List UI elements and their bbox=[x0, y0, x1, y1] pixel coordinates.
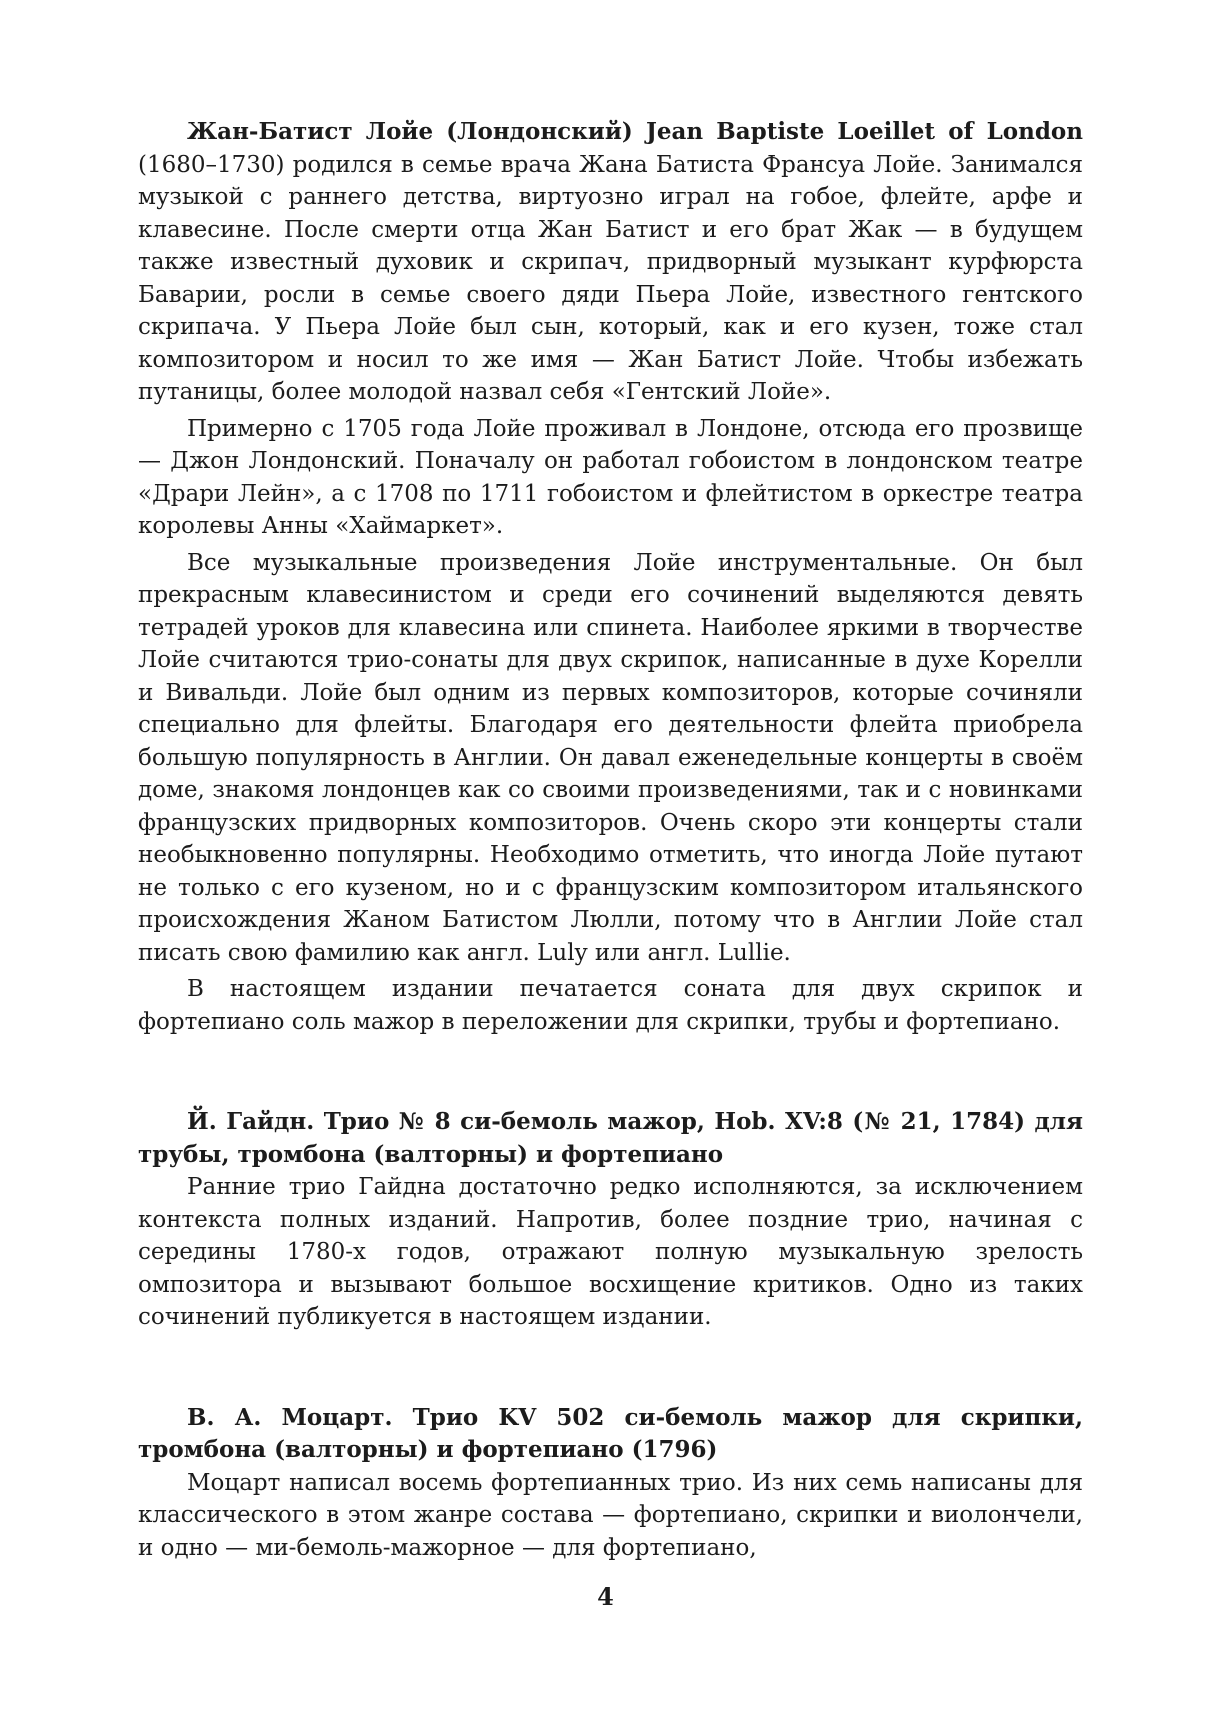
page-number: 4 bbox=[597, 1582, 614, 1611]
loeillet-edition-paragraph: В настоящем издании печатается соната для двух скрипок и фортепиано соль мажор в переложении для скрипки, трубы и фортепиано. bbox=[138, 976, 1083, 1035]
haydn-heading: Й. Гайдн. Трио № 8 си-бемоль мажор, Hob. XV:8 (№ 21, 1784) для трубы, тромбона (валторны) и фортепиано bbox=[138, 1108, 1083, 1168]
loeillet-intro-paragraph bbox=[138, 116, 1083, 409]
loeillet-works-paragraph: Все музыкальные произведения Лойе инструментальные. Он был прекрасным клавесинистом и среди его сочинений выделяются девять тетрадей уроков для клавесина или спинета. Наиболее яркими в творчестве Лойе считаются трио-сонаты для двух скрипок, написанные в духе Корелли и Вивальди. Лойе был одним из первых композиторов, которые сочиняли специально для флейты. Благодаря его деятельности флейта приобрела большую популярность в Англии. Он давал еженедельные концерты в своём доме, знакомя лондонцев как со своими произведениями, так и с новинками французских придворных композиторов. Очень скоро эти концерты стали необыкновенно популярны. Необходимо отметить, что иногда Лойе путают не только с его кузеном, но и с французским композитором итальянского происхождения Жаном Батистом Люлли, потому что в Англии Лойе стал писать свою фамилию как англ. Luly или англ. Lullie. bbox=[138, 549, 1083, 966]
loeillet-london-paragraph: Примерно с 1705 года Лойе проживал в Лондоне, отсюда его прозвище — Джон Лондонский. Поначалу он работал гобоистом в лондонском театре «Драри Лейн», а с 1708 по 1711 гобоистом и флейтистом в оркестре театра королевы Анны «Хаймаркет». bbox=[138, 415, 1083, 539]
mozart-paragraph: Моцарт написал восемь фортепианных трио. Из них семь написаны для классического в этом жанре состава — фортепиано, скрипки и виолончели, и одно — ми-бемоль-мажорное — для фортепиано, bbox=[138, 1469, 1083, 1561]
haydn-paragraph: Ранние трио Гайдна достаточно редко исполняются, за исключением контекста полных изданий. Напротив, более поздние трио, начиная с середины 1780-х годов, отражают полную музыкальную зрелость омпозитора и вызывают большое восхищение критиков. Одно из таких сочинений публикуется в настоящем издании. bbox=[138, 1174, 1083, 1330]
loeillet-intro-text: (1680–1730) родился в семье врача Жана Батиста Франсуа Лойе. Занимался музыкой с раннего детства, виртуозно играл на гобое, флейте, арфе и клавесине. После смерти отца Жан Батист и его брат Жак — в будущем также известный духовик и скрипач, придворный музыкант курфюрста Баварии, росли в семье своего дяди Пьера Лойе, известного гентского скрипача. У Пьера Лойе был сын, который, как и его кузен, тоже стал композитором и носил то же имя — Жан Батист Лойе. Чтобы избежать путаницы, более молодой назвал себя «Гентский Лойе». bbox=[138, 151, 1083, 405]
mozart-heading: В. А. Моцарт. Трио KV 502 си-бемоль мажор для скрипки, тромбона (валторны) и фортепиано (1796) bbox=[138, 1403, 1083, 1463]
loeillet-heading: Жан-Батист Лойе (Лондонский) Jean Baptiste Loeillet of London bbox=[187, 118, 1083, 145]
page-body bbox=[138, 116, 1083, 1564]
